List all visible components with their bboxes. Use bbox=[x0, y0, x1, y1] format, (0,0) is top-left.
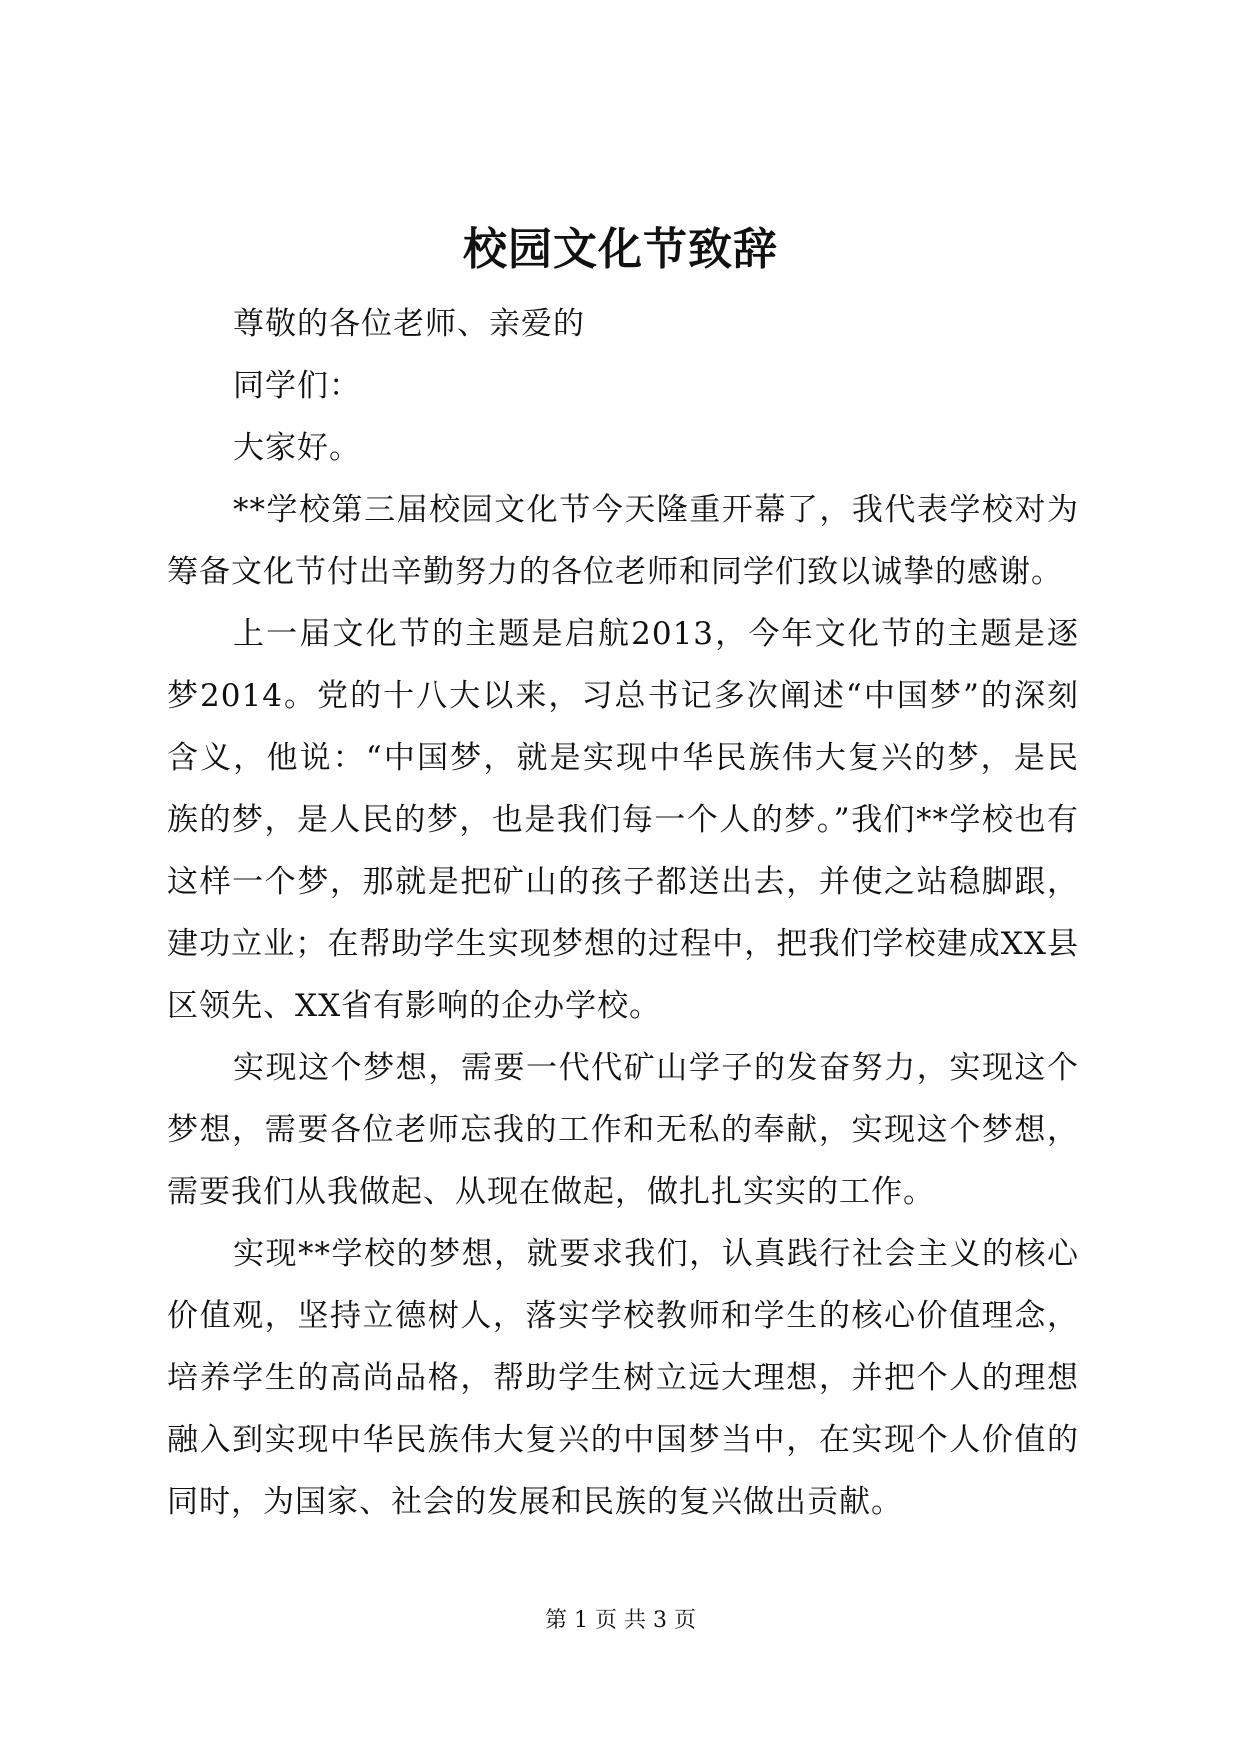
document-body bbox=[167, 293, 1079, 1533]
greeting-line-1: 尊敬的各位老师、亲爱的 bbox=[233, 306, 585, 342]
paragraph-4: 实现**学校的梦想，就要求我们，认真践行社会主义的核心价值观，坚持立德树人，落实学校教师和学生的核心价值理念，培养学生的高尚品格，帮助学生树立远大理想，并把个人的理想融入到实现中华民族伟大复兴的中国梦当中，在实现个人价值的同时，为国家、社会的发展和民族的复兴做出贡献。 bbox=[167, 1236, 1079, 1520]
paragraph-1: **学校第三届校园文化节今天隆重开幕了，我代表学校对为筹备文化节付出辛勤努力的各位老师和同学们致以诚挚的感谢。 bbox=[167, 492, 1079, 590]
page-number-footer: 第 1 页 共 3 页 bbox=[545, 1608, 696, 1633]
document-title: 校园文化节致辞 bbox=[463, 224, 778, 275]
paragraph-3: 实现这个梦想，需要一代代矿山学子的发奋努力，实现这个梦想，需要各位老师忘我的工作和无私的奉献，实现这个梦想，需要我们从我做起、从现在做起，做扎扎实实的工作。 bbox=[167, 1050, 1079, 1210]
paragraph-2: 上一届文化节的主题是启航2013，今年文化节的主题是逐梦2014。党的十八大以来，习总书记多次阐述“中国梦”的深刻含义，他说：“中国梦，就是实现中华民族伟大复兴的梦，是民族的梦，是人民的梦，也是我们每一个人的梦。”我们**学校也有这样一个梦，那就是把矿山的孩子都送出去，并使之站稳脚跟，建功立业；在帮助学生实现梦想的过程中，把我们学校建成XX县区领先、XX省有影响的企办学校。 bbox=[167, 616, 1079, 1024]
greeting-line-3: 大家好。 bbox=[233, 430, 361, 466]
greeting-line-2: 同学们： bbox=[233, 368, 361, 404]
